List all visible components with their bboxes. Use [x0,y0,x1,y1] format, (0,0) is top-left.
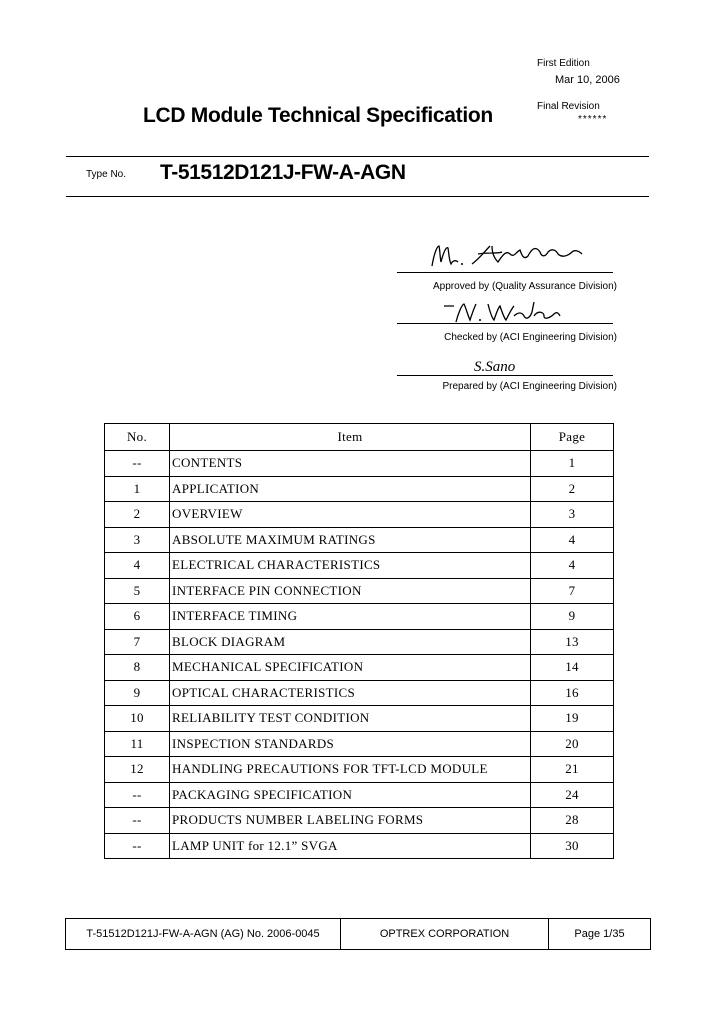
title-divider-top [66,156,649,157]
row-item: RELIABILITY TEST CONDITION [170,706,531,732]
row-page: 30 [531,833,614,859]
table-header-row [105,424,614,451]
table-row [105,808,614,834]
signature-line-approved [397,272,613,273]
row-no: 3 [105,527,170,553]
row-item: PRODUCTS NUMBER LABELING FORMS [170,808,531,834]
table-row [105,833,614,859]
edition-label: First Edition [537,58,590,69]
signature-line-checked [397,323,613,324]
row-no: -- [105,782,170,808]
row-item: OVERVIEW [170,502,531,528]
row-no: 10 [105,706,170,732]
footer-page-number: Page 1/35 [574,928,625,940]
table-row [105,553,614,579]
caption-approved: Approved by (Quality Assurance Division) [433,281,617,292]
row-item: INTERFACE PIN CONNECTION [170,578,531,604]
row-item: OPTICAL CHARACTERISTICS [170,680,531,706]
row-no: 12 [105,757,170,783]
table-row [105,680,614,706]
row-no: -- [105,833,170,859]
row-no: 11 [105,731,170,757]
row-page: 3 [531,502,614,528]
signature-line-prepared [397,375,613,376]
row-no: 1 [105,476,170,502]
row-item: ELECTRICAL CHARACTERISTICS [170,553,531,579]
final-revision-label: Final Revision [537,101,600,112]
row-no: 8 [105,655,170,681]
row-page: 21 [531,757,614,783]
row-page: 14 [531,655,614,681]
row-page: 2 [531,476,614,502]
row-page: 1 [531,451,614,477]
signature-approved [428,240,590,272]
row-page: 9 [531,604,614,630]
row-no: 9 [105,680,170,706]
caption-prepared: Prepared by (ACI Engineering Division) [442,381,617,392]
table-row [105,578,614,604]
row-item: CONTENTS [170,451,531,477]
row-page: 13 [531,629,614,655]
signature-checked [440,298,566,326]
row-no: 2 [105,502,170,528]
row-item: INTERFACE TIMING [170,604,531,630]
type-no-label: Type No. [86,169,127,180]
table-row [105,604,614,630]
row-no: 4 [105,553,170,579]
row-item: MECHANICAL SPECIFICATION [170,655,531,681]
column-header-no: No. [105,424,170,451]
row-page: 24 [531,782,614,808]
table-row [105,629,614,655]
page-footer [65,918,651,950]
table-row [105,782,614,808]
row-no: -- [105,451,170,477]
row-item: PACKAGING SPECIFICATION [170,782,531,808]
row-item: HANDLING PRECAUTIONS FOR TFT-LCD MODULE [170,757,531,783]
row-no: -- [105,808,170,834]
table-row [105,451,614,477]
type-no-value: T-51512D121J-FW-A-AGN [160,161,406,184]
page-title: LCD Module Technical Specification [143,104,493,127]
column-header-item: Item [170,424,531,451]
table-row [105,655,614,681]
row-no: 5 [105,578,170,604]
row-item: LAMP UNIT for 12.1” SVGA [170,833,531,859]
edition-date: Mar 10, 2006 [555,74,620,86]
table-row [105,706,614,732]
footer-doc-ref: T-51512D121J-FW-A-AGN (AG) No. 2006-0045 [66,919,341,949]
table-row [105,476,614,502]
row-page: 7 [531,578,614,604]
row-no: 7 [105,629,170,655]
row-no: 6 [105,604,170,630]
title-divider-bottom [66,196,649,197]
caption-checked: Checked by (ACI Engineering Division) [444,332,617,343]
table-row [105,527,614,553]
row-page: 20 [531,731,614,757]
footer-company: OPTREX CORPORATION [341,919,549,949]
row-page: 19 [531,706,614,732]
table-row [105,502,614,528]
row-page: 4 [531,553,614,579]
table-row [105,731,614,757]
row-item: ABSOLUTE MAXIMUM RATINGS [170,527,531,553]
contents-table [104,423,614,859]
row-page: 4 [531,527,614,553]
row-item: INSPECTION STANDARDS [170,731,531,757]
table-row [105,757,614,783]
signature-prepared: S.Sano [474,359,516,375]
row-item: APPLICATION [170,476,531,502]
row-item: BLOCK DIAGRAM [170,629,531,655]
row-page: 28 [531,808,614,834]
final-revision-value: ****** [578,114,608,125]
column-header-page: Page [531,424,614,451]
row-page: 16 [531,680,614,706]
